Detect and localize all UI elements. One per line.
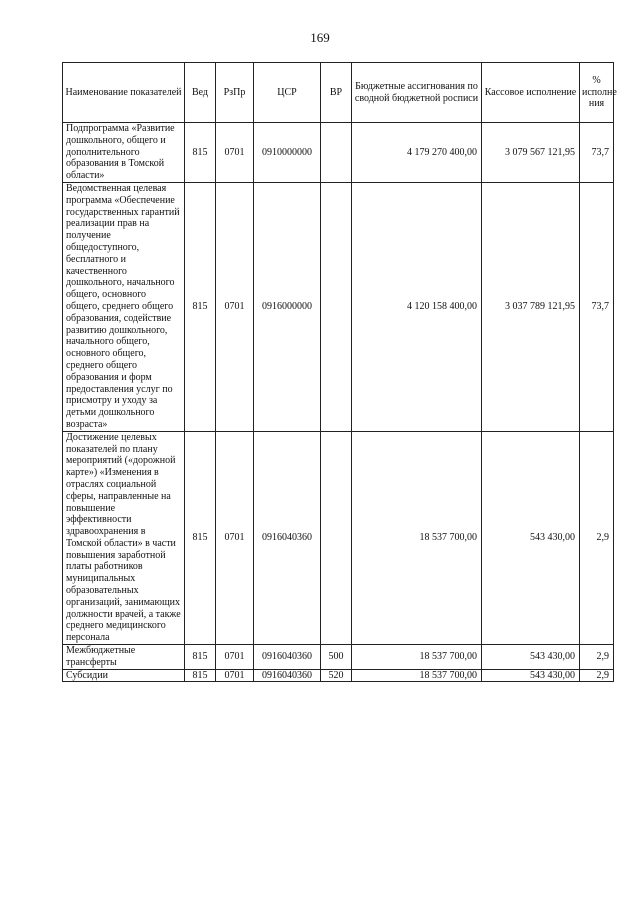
table-row	[63, 669, 614, 682]
page-number: 169	[310, 30, 330, 45]
row-csr: 0916000000	[254, 182, 321, 431]
row-cash-execution: 543 430,00	[482, 431, 580, 644]
row-vr: 500	[321, 645, 352, 670]
row-name: Ведомственная целевая программа «Обеспечение государственных гарантий реализации прав на получение общедоступного, бесплатного и качественного дошкольного, начального общего, основного общего, среднего общего образования, содействие развитию дошкольного, начального общего, основного общего, среднего общего образования и форм предоставления услуг по присмотру и уходу за детьми дошкольного возраста»	[63, 182, 185, 431]
row-ved: 815	[185, 123, 216, 183]
row-cash-execution: 543 430,00	[482, 645, 580, 670]
row-assignments: 4 179 270 400,00	[352, 123, 482, 183]
row-ved: 815	[185, 182, 216, 431]
row-name: Межбюджетные трансферты	[63, 645, 185, 670]
row-csr: 0910000000	[254, 123, 321, 183]
row-csr: 0916040360	[254, 645, 321, 670]
table-row	[63, 123, 614, 183]
row-percent: 2,9	[580, 669, 614, 682]
row-ved: 815	[185, 669, 216, 682]
row-vr	[321, 123, 352, 183]
header-assignments: Бюджетные ассигнования по сводной бюджетной росписи	[352, 63, 482, 123]
row-rzpr: 0701	[216, 123, 254, 183]
row-rzpr: 0701	[216, 669, 254, 682]
table-row	[63, 182, 614, 431]
header-cash-execution: Кассовое исполнение	[482, 63, 580, 123]
row-percent: 73,7	[580, 123, 614, 183]
row-assignments: 18 537 700,00	[352, 669, 482, 682]
row-assignments: 18 537 700,00	[352, 645, 482, 670]
row-cash-execution: 3 037 789 121,95	[482, 182, 580, 431]
row-vr: 520	[321, 669, 352, 682]
row-csr: 0916040360	[254, 669, 321, 682]
row-name: Достижение целевых показателей по плану мероприятий («дорожной карте») «Изменения в отраслях социальной сферы, направленные на повышение эффективности здравоохранения в Томской области» в части повышения заработной платы работников муниципальных образовательных организаций, занимающих должности врачей, а также среднего медицинского персонала	[63, 431, 185, 644]
row-percent: 2,9	[580, 431, 614, 644]
row-percent: 73,7	[580, 182, 614, 431]
row-name: Субсидии	[63, 669, 185, 682]
row-ved: 815	[185, 645, 216, 670]
row-cash-execution: 543 430,00	[482, 669, 580, 682]
row-vr	[321, 431, 352, 644]
budget-execution-table	[62, 62, 617, 682]
row-cash-execution: 3 079 567 121,95	[482, 123, 580, 183]
table-header-row	[63, 63, 614, 123]
row-vr	[321, 182, 352, 431]
header-vr: ВР	[321, 63, 352, 123]
header-percent-execution: % исполне ния	[580, 63, 614, 123]
row-rzpr: 0701	[216, 182, 254, 431]
row-rzpr: 0701	[216, 645, 254, 670]
row-assignments: 4 120 158 400,00	[352, 182, 482, 431]
row-ved: 815	[185, 431, 216, 644]
row-percent: 2,9	[580, 645, 614, 670]
header-ved: Вед	[185, 63, 216, 123]
row-name: Подпрограмма «Развитие дошкольного, общего и дополнительного образования в Томской области»	[63, 123, 185, 183]
header-name: Наименование показателей	[63, 63, 185, 123]
table-row	[63, 431, 614, 644]
row-csr: 0916040360	[254, 431, 321, 644]
header-rzpr: РзПр	[216, 63, 254, 123]
row-rzpr: 0701	[216, 431, 254, 644]
table-row	[63, 645, 614, 670]
header-csr: ЦСР	[254, 63, 321, 123]
row-assignments: 18 537 700,00	[352, 431, 482, 644]
